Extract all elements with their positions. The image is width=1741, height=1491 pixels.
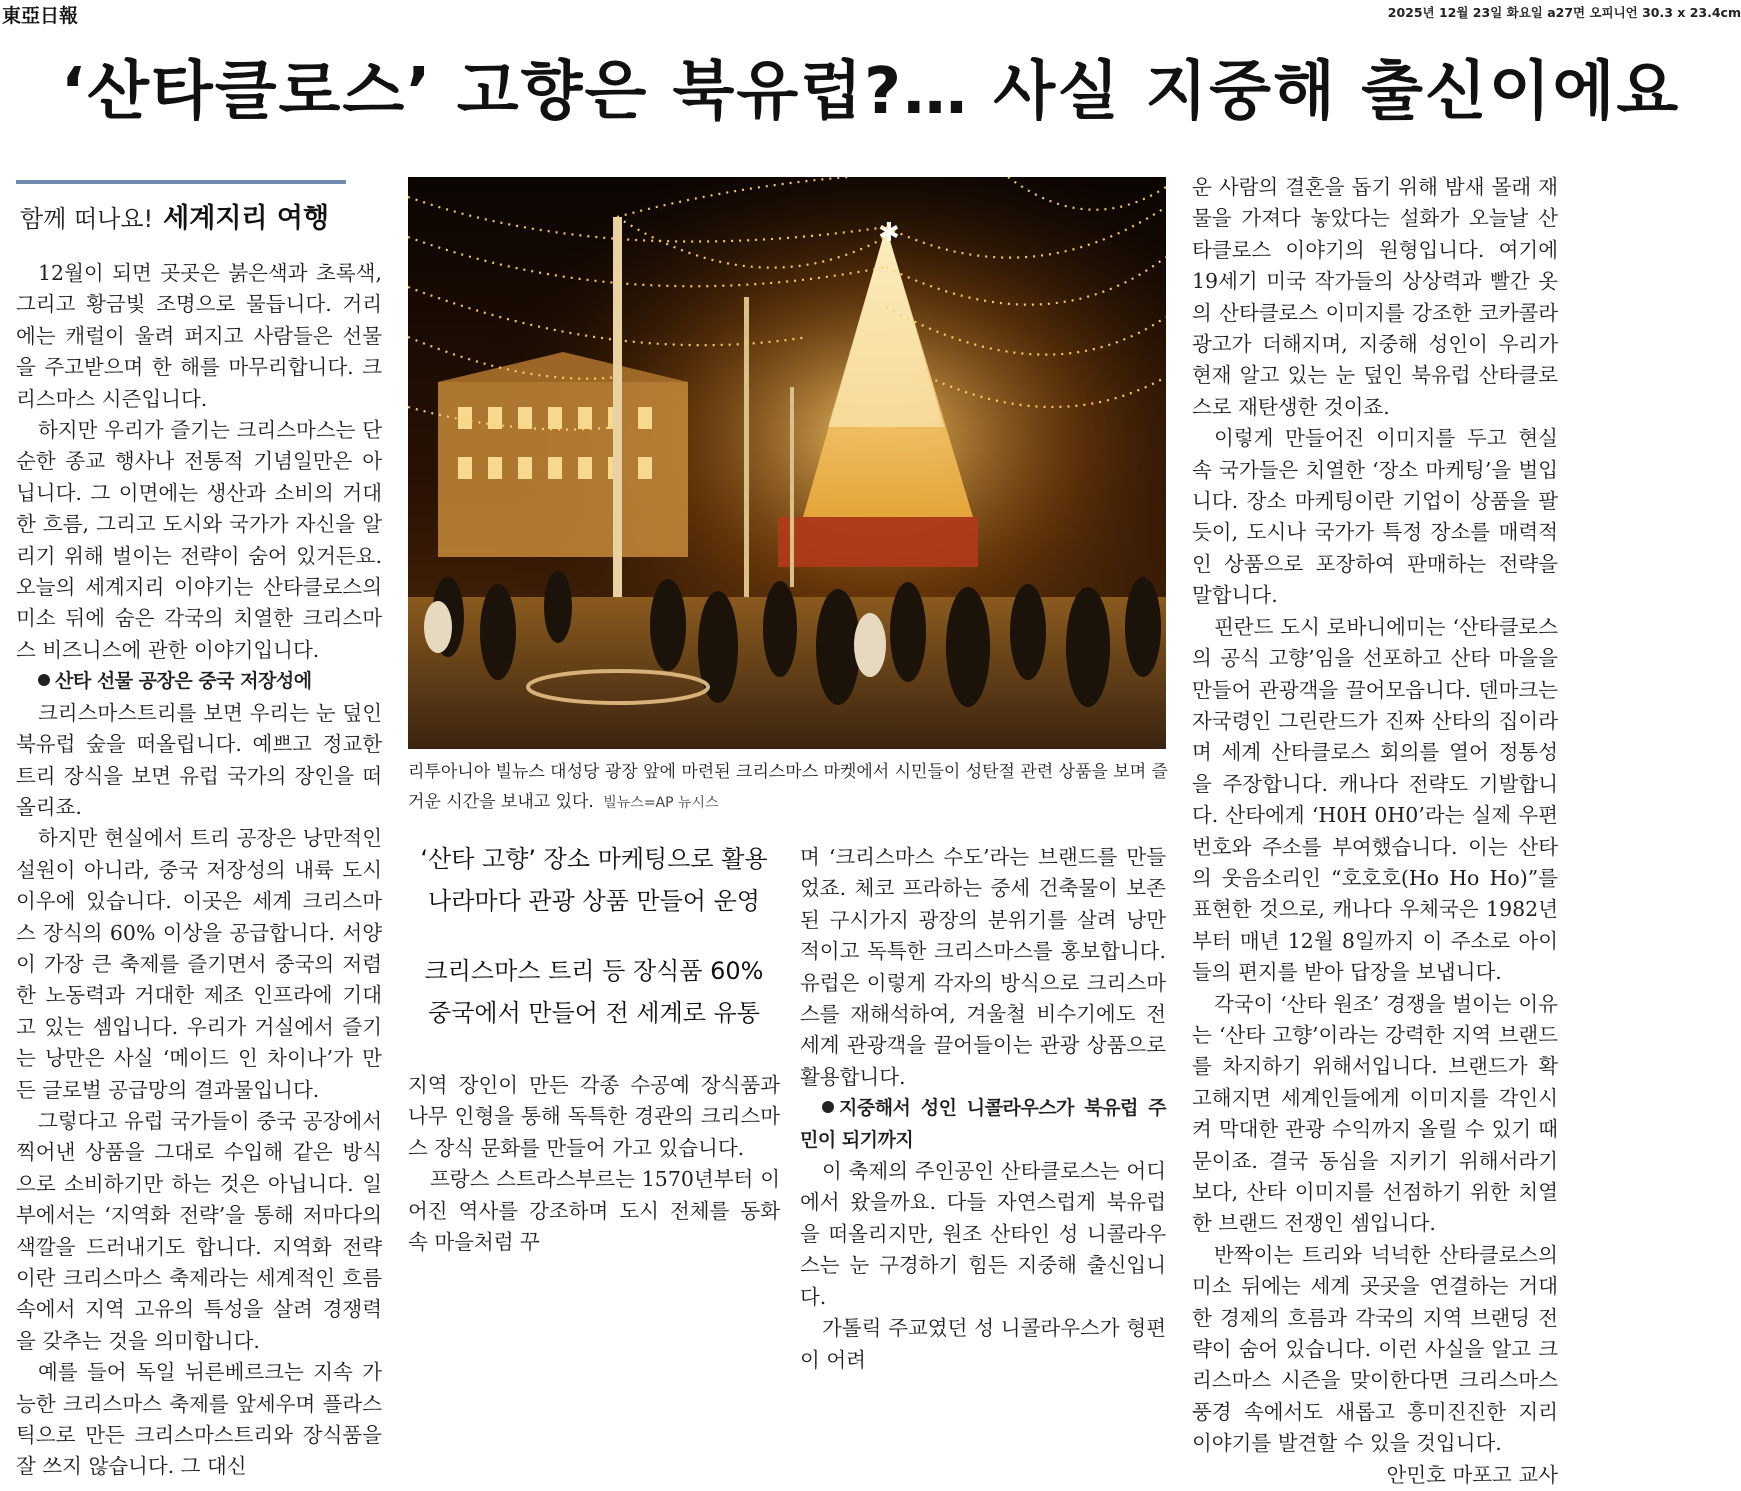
paragraph: 이렇게 만들어진 이미지를 두고 현실 속 국가들은 치열한 ‘장소 마케팅’을 벌입니다. 장소 마케팅이란 기업이 상품을 팔듯이, 도시나 국가가 특정 장소를 매력적인 상품으로 포장하여 판매하는 전략을 말합니다. xyxy=(1192,426,1558,608)
paragraph: 12월이 되면 곳곳은 붉은색과 초록색, 그리고 황금빛 조명으로 물듭니다. 거리에는 캐럴이 울려 퍼지고 사람들은 선물을 주고받으며 한 해를 마무리합니다. 크리스마스 시즌입니다. xyxy=(16,261,382,411)
section-subheading xyxy=(16,666,382,697)
paragraph: 지역 장인이 만든 각종 수공예 장식품과 나무 인형을 통해 독특한 경관의 크리스마스 장식 문화를 만들어 가고 있습니다. xyxy=(408,1073,780,1160)
subheading-text: 지중해서 성인 니콜라우스가 북유럽 주민이 되기까지 xyxy=(800,1097,1166,1151)
paragraph: 하지만 현실에서 트리 공장은 낭만적인 설원이 아니라, 중국 저장성의 내륙 도시 이우에 있습니다. 이곳은 세계 크리스마스 장식의 60% 이상을 공급합니다. 서양이 가장 큰 축제를 즐기면서 중국의 저렴한 노동력과 거대한 제조 인프라에 기대고 있는 셈입니다. 우리가 거실에서 즐기는 낭만은 사실 ‘메이드 인 차이나’가 만든 글로벌 공급망의 결과물입니다. xyxy=(16,826,382,1102)
article-column-2 xyxy=(408,1070,780,1258)
paragraph: 며 ‘크리스마스 수도’라는 브랜드를 만들었죠. 체코 프라하는 중세 건축물이 보존된 구시가지 광장의 분위기를 살려 낭만적이고 독특한 크리스마스를 홍보합니다. 유럽은 이렇게 각자의 방식으로 크리스마스를 재해석하여, 겨울철 비수기에도 전 세계 관광객을 끌어들이는 관광 상품으로 활용합니다. xyxy=(800,845,1166,1089)
author-byline: 안민호 마포고 교사 xyxy=(1386,1462,1558,1487)
paragraph: 가톨릭 주교였던 성 니콜라우스가 형편이 어려 xyxy=(800,1316,1166,1372)
paragraph: 하지만 우리가 즐기는 크리스마스는 단순한 종교 행사나 전통적 기념일만은 아닙니다. 그 이면에는 생산과 소비의 거대한 흐름, 그리고 도시와 국가가 자신을 알리기 위해 벌이는 전략이 숨어 있거든요. 오늘의 세계지리 이야기는 산타클로스의 미소 뒤에 숨은 각국의 치열한 크리스마스 비즈니스에 관한 이야기입니다. xyxy=(16,418,382,662)
pull-quote-line: ‘산타 고향’ 장소 마케팅으로 활용 xyxy=(420,845,768,873)
publication-info: 2025년 12월 23일 화요일 a27면 오피니언 30.3 x 23.4cm xyxy=(1387,5,1741,20)
paragraph: 예를 들어 독일 뉘른베르크는 지속 가능한 크리스마스 축제를 앞세우며 플라스틱으로 만든 크리스마스트리와 장식품을 잘 쓰지 않습니다. 그 대신 xyxy=(16,1360,382,1479)
caption-text: 리투아니아 빌뉴스 대성당 광장 앞에 마련된 크리스마스 마켓에서 시민들이 성탄절 관련 상품을 보며 즐거운 시간을 보내고 있다. xyxy=(408,762,1168,812)
series-tagline: 함께 떠나요! xyxy=(20,205,154,233)
article-column-3 xyxy=(800,842,1166,1376)
christmas-market-photo xyxy=(408,177,1166,749)
bullet-dot-icon xyxy=(822,1101,834,1113)
paragraph: 핀란드 도시 로바니에미는 ‘산타클로스의 공식 고향’임을 선포하고 산타 마을을 만들어 관광객을 끌어모읍니다. 덴마크는 자국령인 그린란드가 진짜 산타의 집이라며 세계 산타클로스 회의를 열어 정통성을 주장합니다. 캐나다 전략도 기발합니다. 산타에게 ‘H0H 0H0’라는 실제 우편번호와 주소를 부여했습니다. 이는 산타의 웃음소리인 “호호호(Ho Ho Ho)”를 표현한 것으로, 캐나다 우체국은 1982년부터 매년 12월 8일까지 이 주소로 아이들의 편지를 받아 답장을 보냅니다. xyxy=(1192,614,1558,985)
pull-quote-box xyxy=(408,838,780,1034)
paragraph: 이 축제의 주인공인 산타클로스는 어디에서 왔을까요. 다들 자연스럽게 북유럽을 떠올리지만, 원조 산타인 성 니콜라우스는 눈 구경하기 힘든 지중해 출신입니다. xyxy=(800,1159,1166,1309)
article-headline: ‘산타클로스’ 고향은 북유럽?… 사실 지중해 출신이에요 xyxy=(60,55,1681,129)
photo-illustration xyxy=(408,177,1166,749)
subheading-text: 산타 선물 공장은 중국 저장성에 xyxy=(55,670,312,693)
newspaper-logo: 東亞日報 xyxy=(2,5,79,27)
pull-quote-line: 나라마다 관광 상품 만들어 운영 xyxy=(428,887,760,915)
svg-text:✱: ✱ xyxy=(878,218,900,248)
photo-caption xyxy=(408,757,1168,818)
pull-quote-line: 중국에서 만들어 전 세계로 유통 xyxy=(428,999,760,1027)
paragraph: 각국이 ‘산타 원조’ 경쟁을 벌이는 이유는 ‘산타 고향’이라는 강력한 지역 브랜드를 차지하기 위해서입니다. 브랜드가 확고해지면 세계인들에게 이미지를 각인시켜 막대한 관광 수익까지 올릴 수 있기 때문이죠. 결국 동심을 지키기 위해서라기보다, 산타 이미지를 선점하기 위한 치열한 브랜드 전쟁인 셈입니다. xyxy=(1192,991,1558,1236)
paragraph: 운 사람의 결혼을 돕기 위해 밤새 몰래 재물을 가져다 놓았다는 설화가 오늘날 산타클로스 이야기의 원형입니다. 여기에 19세기 미국 작가들의 상상력과 빨간 옷의 산타클로스 이미지를 강조한 코카콜라 광고가 더해지며, 지중해 성인이 우리가 현재 알고 있는 눈 덮인 북유럽 산타클로스로 재탄생한 것이죠. xyxy=(1192,175,1558,419)
series-banner xyxy=(16,180,346,240)
article-column-1 xyxy=(16,258,382,1483)
paragraph: 반짝이는 트리와 넉넉한 산타클로스의 미소 뒤에는 세계 곳곳을 연결하는 거대한 경제의 흐름과 각국의 지역 브랜딩 전략이 숨어 있습니다. 이런 사실을 알고 크리스마스 시즌을 맞이한다면 크리스마스 풍경 속에서도 새롭고 흥미진진한 지리 이야기를 발견할 수 있을 것입니다. xyxy=(1192,1242,1558,1456)
article-column-4 xyxy=(1192,172,1558,1491)
series-title: 세계지리 여행 xyxy=(163,203,330,234)
section-subheading xyxy=(800,1093,1166,1156)
paragraph: 프랑스 스트라스부르는 1570년부터 이어진 역사를 강조하며 도시 전체를 동화 속 마을처럼 꾸 xyxy=(408,1167,780,1255)
pull-quote-line: 크리스마스 트리 등 장식품 60% xyxy=(424,957,764,985)
paragraph: 크리스마스트리를 보면 우리는 눈 덮인 북유럽 숲을 떠올립니다. 예쁘고 정교한 트리 장식을 보면 유럽 국가의 장인을 떠올리죠. xyxy=(16,700,382,819)
paragraph: 그렇다고 유럽 국가들이 중국 공장에서 찍어낸 상품을 그대로 수입해 같은 방식으로 소비하기만 하는 것은 아닙니다. 일부에서는 ‘지역화 전략’을 통해 저마다의 색깔을 드러내기도 합니다. 지역화 전략이란 크리스마스 축제라는 세계적인 흐름 속에서 지역 고유의 특성을 살려 경쟁력을 갖추는 것을 의미합니다. xyxy=(16,1108,382,1353)
bullet-dot-icon xyxy=(38,674,50,686)
masthead xyxy=(0,0,1741,26)
photo-credit: 빌뉴스=AP 뉴시스 xyxy=(603,795,719,811)
